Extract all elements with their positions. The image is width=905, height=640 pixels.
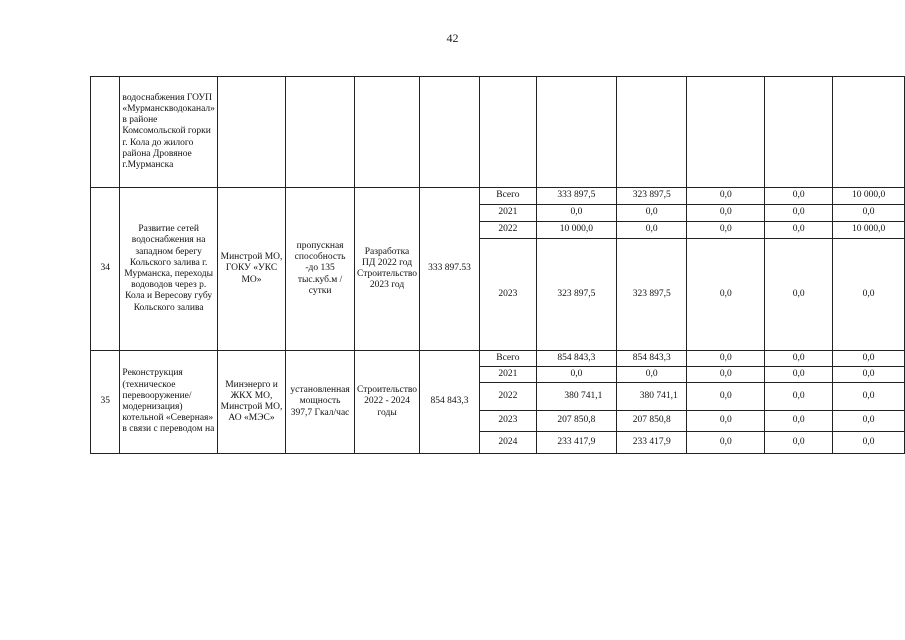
source-value-4: 0,0 (833, 351, 905, 367)
carryover-row (91, 77, 905, 188)
source-value-1: 0,0 (616, 222, 686, 239)
page-number: 42 (446, 31, 459, 45)
cost: 333 897.53 (420, 188, 480, 351)
year-label: 2022 (479, 222, 536, 239)
table-row (91, 351, 905, 367)
source-value-3: 0,0 (765, 411, 833, 432)
source-value-3: 0,0 (765, 188, 833, 205)
project-name: Развитие сетей водоснабжения на западном берегу Кольского залива г. Мурманска, переходы водоводов через р. Кола и Вересову губу Кольского залива (120, 188, 217, 351)
source-value-4: 0,0 (833, 411, 905, 432)
total-value: 333 897,5 (536, 188, 616, 205)
source-value-3: 0,0 (765, 351, 833, 367)
total-value: 233 417,9 (536, 432, 616, 454)
total-value: 0,0 (536, 367, 616, 383)
source-value-4: 0,0 (833, 367, 905, 383)
source-value-1: 0,0 (616, 367, 686, 383)
period: Строительство 2022 - 2024 годы (355, 351, 420, 454)
source-value-3: 0,0 (765, 367, 833, 383)
total-value: 854 843,3 (536, 351, 616, 367)
source-value-2: 0,0 (687, 351, 765, 367)
source-value-1: 233 417,9 (616, 432, 686, 454)
source-value-2: 0,0 (687, 367, 765, 383)
total-value: 0,0 (536, 205, 616, 222)
source-value-2: 0,0 (687, 239, 765, 351)
source-value-2: 0,0 (687, 222, 765, 239)
year-label: 2021 (479, 367, 536, 383)
row-number: 34 (91, 188, 120, 351)
source-value-4: 10 000,0 (833, 222, 905, 239)
source-value-1: 207 850,8 (616, 411, 686, 432)
executor: Минстрой МО, ГОКУ «УКС МО» (217, 188, 285, 351)
total-value: 323 897,5 (536, 239, 616, 351)
source-value-2: 0,0 (687, 188, 765, 205)
source-value-2: 0,0 (687, 205, 765, 222)
carryover-number-cell (91, 77, 120, 188)
total-value: 10 000,0 (536, 222, 616, 239)
year-label: 2021 (479, 205, 536, 222)
source-value-2: 0,0 (687, 432, 765, 454)
source-value-2: 0,0 (687, 411, 765, 432)
source-value-1: 323 897,5 (616, 188, 686, 205)
year-label: 2024 (479, 432, 536, 454)
cost: 854 843,3 (420, 351, 480, 454)
total-value: 207 850,8 (536, 411, 616, 432)
source-value-3: 0,0 (765, 205, 833, 222)
source-value-4: 10 000,0 (833, 188, 905, 205)
year-label: Всего (479, 351, 536, 367)
row-number: 35 (91, 351, 120, 454)
total-value: 380 741,1 (536, 383, 616, 411)
source-value-1: 380 741,1 (616, 383, 686, 411)
source-value-4: 0,0 (833, 432, 905, 454)
year-label: 2022 (479, 383, 536, 411)
executor: Минэнерго и ЖКХ МО, Минстрой МО, АО «МЭС» (217, 351, 285, 454)
year-label: 2023 (479, 239, 536, 351)
carryover-name-cell: водоснабжения ГОУП «Мурманскводоканал» в районе Комсомольской горки г. Кола до жилого района Дровяное г.Мурманска (120, 77, 217, 188)
capacity: установленная мощность 397,7 Гкал/час (286, 351, 355, 454)
source-value-4: 0,0 (833, 205, 905, 222)
source-value-3: 0,0 (765, 239, 833, 351)
year-label: 2023 (479, 411, 536, 432)
source-value-4: 0,0 (833, 383, 905, 411)
source-value-3: 0,0 (765, 222, 833, 239)
source-value-1: 0,0 (616, 205, 686, 222)
source-value-3: 0,0 (765, 432, 833, 454)
table-row (91, 188, 905, 205)
investment-table (90, 76, 905, 454)
source-value-3: 0,0 (765, 383, 833, 411)
year-label: Всего (479, 188, 536, 205)
source-value-1: 854 843,3 (616, 351, 686, 367)
period: Разработка ПД 2022 год Строительство 2023 год (355, 188, 420, 351)
capacity: пропускная способность -до 135 тыс.куб.м /сутки (286, 188, 355, 351)
source-value-2: 0,0 (687, 383, 765, 411)
project-name: Реконструкция (техническое перевооружение/ модернизация) котельной «Северная» в связи с переводом на (120, 351, 217, 454)
source-value-1: 323 897,5 (616, 239, 686, 351)
source-value-4: 0,0 (833, 239, 905, 351)
